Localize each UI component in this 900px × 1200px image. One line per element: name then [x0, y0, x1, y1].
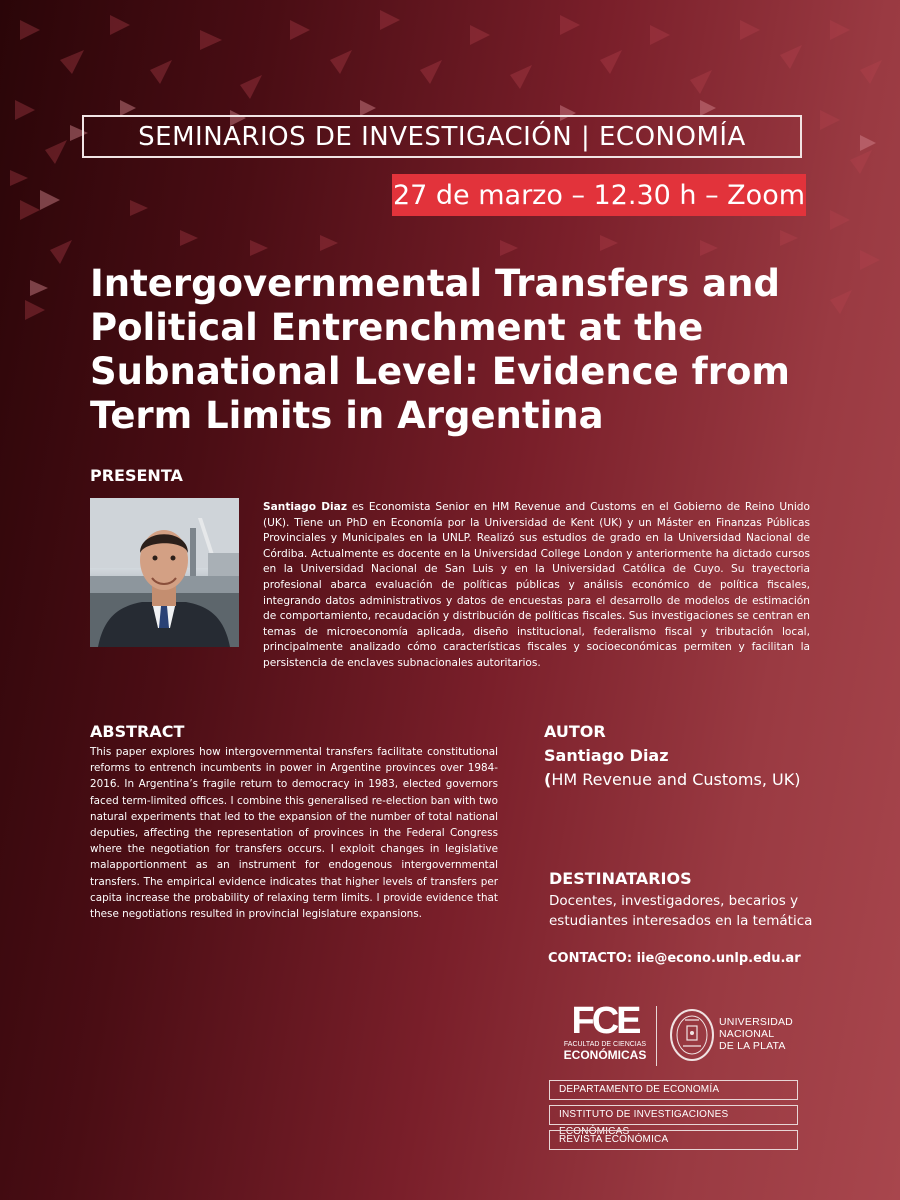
speaker-bio — [263, 500, 810, 672]
seminar-series-label: SEMINARIOS DE INVESTIGACIÓN | ECONOMÍA — [138, 121, 746, 152]
autor-heading: AUTOR — [544, 722, 606, 741]
talk-title: Intergovernmental Transfers and Political Entrenchment at the Subnational Level: Evidence from Term Limits in Argentina — [90, 262, 790, 437]
presenta-heading: PRESENTA — [90, 466, 183, 485]
author-affiliation — [544, 770, 800, 789]
bio-name: Santiago Diaz — [263, 501, 347, 513]
unlp-line-3: DE LA PLATA — [719, 1040, 786, 1052]
fce-line-2: ECONÓMICAS — [563, 1048, 647, 1062]
unlp-line-1: UNIVERSIDAD — [719, 1016, 793, 1028]
contact-email[interactable]: iie@econo.unlp.edu.ar — [636, 951, 801, 966]
contact-label: CONTACTO: — [548, 951, 633, 966]
date-banner — [392, 174, 806, 216]
destinatarios-line-2: estudiantes interesados en la temática — [549, 913, 813, 929]
affiliation-text: HM Revenue and Customs, UK) — [551, 770, 801, 789]
destinatarios-line-1: Docentes, investigadores, becarios y — [549, 893, 799, 909]
date-line: 27 de marzo – 12.30 h – Zoom — [392, 179, 806, 211]
dept-box-instituto[interactable] — [549, 1105, 798, 1137]
dept-box-economia[interactable] — [549, 1080, 798, 1100]
dept-box-revista[interactable] — [549, 1130, 798, 1150]
seminar-series-banner — [82, 115, 802, 158]
fce-logo — [560, 1000, 650, 1070]
abstract-text: This paper explores how intergovernmental transfers facilitate constitutional reforms to entrench incumbents in power in Argentine provinces over 1984-2016. In Argentina’s fragile return to democracy in 1983, elected governors faced term-limited offices. I combine this generalised re-election ban with two natural experiments that led to the expansion of the number of total national deputies, affecting the representation of provinces in the Federal Congress where the negotiation for transfers occurs. I exploit changes in legislative malapportionment as an instrument for endogenous intergovernmental transfers. The empirical evidence indicates that higher levels of transfers per capita increase the probability of relaxing term limits. I provide evidence that these negotiations resulted in provincial legislature expansions. — [90, 746, 498, 921]
contact-line — [548, 951, 801, 966]
dept-label: REVISTA ECONÓMICA — [559, 1134, 669, 1145]
author-name: Santiago Diaz — [544, 746, 669, 765]
unlp-wordmark — [719, 1016, 793, 1052]
abstract-heading: ABSTRACT — [90, 722, 185, 741]
affiliation-open-paren: ( — [544, 770, 552, 789]
speaker-photo — [90, 498, 239, 647]
destinatarios-heading: DESTINATARIOS — [549, 869, 692, 888]
logo-divider — [656, 1006, 657, 1066]
dept-label: INSTITUTO DE INVESTIGACIONES ECONÓMICAS — [559, 1109, 729, 1137]
dept-label: DEPARTAMENTO DE ECONOMÍA — [559, 1084, 720, 1095]
destinatarios-text — [549, 891, 829, 931]
unlp-seal-icon — [669, 1008, 715, 1062]
fce-mark: FCE — [571, 1000, 639, 1042]
unlp-line-2: NACIONAL — [719, 1028, 775, 1040]
bio-text: es Economista Senior en HM Revenue and Customs en el Gobierno de Reino Unido (UK). Tiene un PhD en Economía por la Universidad de Kent (UK) y un Máster en Finanzas Públicas Provinciales y Municipales en la UNLP. Realizó sus estudios de grado en la Universidad Nacional de Córdiba. Actualmente es docente en la Universidad College London y anteriormente ha dictado cursos en la Universidad Nacional de San Luis y en la Universidad Católica de Cuyo. Su trayectoria profesional abarca evaluación de políticas públicas y análisis económico de política fiscales, integrando datos administrativos y datos de encuestas para el desarrollo de modelos de estimación de comportamiento, recaudación y distribución de políticas fiscales. Sus investigaciones se centran en temas de microeconomía aplicada, diseño institucional, federalismo fiscal y tributación local, principalmente analizado cómo características fiscales y socioeconómicas permiten y facilitan la persistencia de enclaves subnacionales autoritarios. — [263, 501, 810, 669]
speaker-portrait-icon — [90, 498, 239, 647]
fce-line-1: FACULTAD DE CIENCIAS — [563, 1041, 647, 1048]
